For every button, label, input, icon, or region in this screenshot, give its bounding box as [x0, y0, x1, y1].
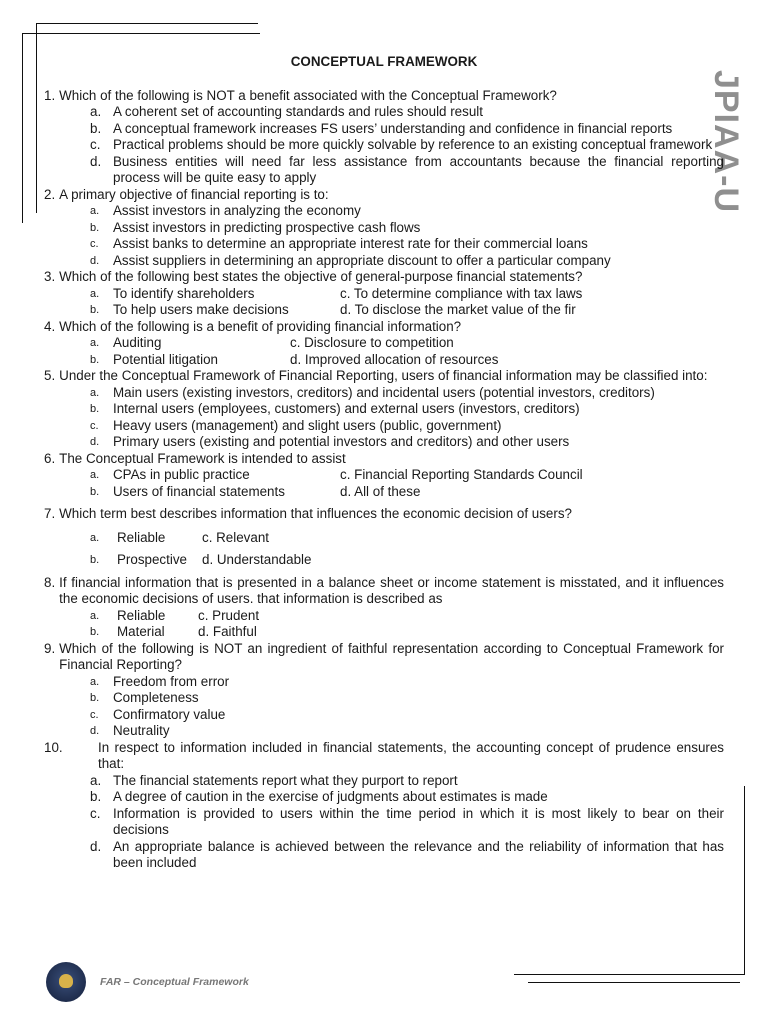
question-text: In respect to information included in financial statements, the accounting concept of prudence ensures that: — [98, 739, 724, 771]
option-text: Potential litigation — [113, 351, 218, 367]
answer-option — [90, 773, 724, 790]
question-list — [44, 88, 724, 872]
answer-option — [90, 839, 724, 872]
question-number: 5. — [44, 368, 56, 383]
option-text: A degree of caution in the exercise of judgments about estimates is made — [113, 789, 548, 804]
option-letter: d. — [90, 838, 102, 854]
option-letter: c. — [90, 238, 99, 250]
option-text: d. To disclose the market value of the fir — [340, 302, 576, 317]
option-letter: b. — [90, 403, 100, 415]
answer-option — [340, 302, 576, 319]
option-letter: b. — [90, 221, 100, 234]
option-row — [90, 608, 724, 625]
answer-option — [90, 203, 724, 220]
option-letter: b. — [90, 485, 100, 498]
answer-option — [198, 608, 259, 625]
frame-line — [36, 23, 258, 24]
answer-option — [340, 286, 582, 303]
question-text: The Conceptual Framework is intended to assist — [59, 450, 346, 466]
option-text: Heavy users (management) and slight users (public, government) — [113, 417, 502, 433]
option-letter: b. — [90, 554, 100, 566]
option-letter: a. — [90, 337, 100, 349]
answer-option — [290, 335, 454, 352]
question-number: 2. — [44, 186, 56, 202]
option-text: c. Disclosure to competition — [290, 335, 454, 350]
question-number: 3. — [44, 269, 56, 284]
option-letter: c. — [90, 419, 99, 432]
side-label: JPIAA-U — [707, 70, 745, 214]
option-letter: b. — [90, 353, 100, 366]
question-item — [44, 319, 724, 369]
question-stem — [44, 575, 724, 608]
question-text: A primary objective of financial reporting is to: — [59, 186, 329, 202]
answer-option — [90, 484, 340, 501]
question-item — [44, 451, 724, 501]
option-list — [90, 385, 724, 451]
answer-option — [90, 789, 724, 806]
option-text: CPAs in public practice — [113, 467, 250, 482]
seal-logo-icon — [46, 962, 86, 1002]
answer-option — [90, 385, 724, 402]
option-list — [90, 203, 724, 269]
answer-option — [90, 806, 724, 839]
option-row — [90, 352, 724, 369]
frame-line — [22, 33, 23, 223]
question-stem — [44, 269, 724, 286]
option-text: Practical problems should be more quickly solvable by reference to an existing conceptual framework — [113, 137, 713, 152]
answer-option — [198, 624, 257, 641]
question-stem — [44, 506, 724, 523]
option-letter: c. — [90, 708, 99, 721]
question-item — [44, 269, 724, 319]
option-row — [90, 335, 724, 352]
question-text: Which of the following is NOT a benefit associated with the Conceptual Framework? — [59, 87, 557, 103]
option-letter: a. — [90, 287, 100, 300]
frame-line — [514, 974, 744, 975]
answer-option — [90, 467, 340, 484]
option-row — [90, 624, 724, 641]
option-text: Users of financial statements — [113, 483, 285, 499]
option-text: Assist banks to determine an appropriate interest rate for their commercial loans — [113, 236, 588, 251]
option-text: An appropriate balance is achieved between the relevance and the reliability of information that has been included — [113, 838, 724, 870]
option-text: c. Prudent — [198, 607, 260, 623]
footer — [46, 962, 249, 1002]
question-item — [44, 641, 724, 740]
answer-option — [90, 286, 340, 303]
option-letter: b. — [90, 789, 102, 804]
question-stem — [44, 451, 724, 468]
option-letter: a. — [90, 772, 102, 788]
question-stem — [44, 187, 724, 204]
option-text: d. Understandable — [202, 552, 312, 567]
answer-option — [90, 302, 340, 319]
answer-option — [90, 434, 724, 451]
option-text: Freedom from error — [113, 673, 230, 689]
option-text: To identify shareholders — [113, 285, 255, 301]
option-text: Auditing — [113, 335, 162, 350]
answer-option — [90, 418, 724, 435]
option-row — [90, 484, 724, 501]
question-stem — [44, 368, 724, 385]
answer-option — [90, 723, 724, 740]
answer-option — [90, 121, 724, 138]
option-text: Neutrality — [113, 723, 170, 738]
answer-option — [90, 552, 202, 569]
question-number: 4. — [44, 318, 56, 334]
question-text: Under the Conceptual Framework of Financial Reporting, users of financial information may be classified into: — [59, 368, 708, 383]
question-item — [44, 88, 724, 187]
answer-option — [90, 624, 198, 641]
option-letter: a. — [90, 205, 100, 217]
option-text: c. To determine compliance with tax laws — [340, 285, 583, 301]
option-letter: b. — [90, 692, 100, 704]
option-text: Assist investors in predicting prospective cash flows — [113, 219, 421, 235]
frame-line — [22, 33, 260, 34]
option-letter: a. — [90, 609, 100, 622]
answer-option — [90, 401, 724, 418]
option-letter: c. — [90, 805, 101, 821]
question-item — [44, 368, 724, 451]
option-row — [90, 302, 724, 319]
footer-text: FAR – Conceptual Framework — [100, 976, 249, 988]
answer-option — [90, 104, 724, 121]
option-letter: d. — [90, 254, 100, 267]
answer-option — [90, 253, 724, 270]
option-letter: a. — [90, 386, 100, 399]
option-letter: c. — [90, 137, 101, 152]
option-text: d. Improved allocation of resources — [290, 351, 499, 367]
option-letter: d. — [90, 725, 100, 737]
option-text: d. Faithful — [198, 624, 257, 639]
frame-line — [744, 786, 745, 975]
option-row — [90, 552, 724, 569]
option-list — [90, 104, 724, 187]
question-text: Which term best describes information that influences the economic decision of users? — [59, 506, 572, 521]
answer-option — [90, 137, 724, 154]
answer-option — [90, 707, 724, 724]
question-number: 6. — [44, 450, 56, 466]
frame-line — [528, 982, 740, 983]
option-text: c. Financial Reporting Standards Council — [340, 467, 583, 482]
question-text: Which of the following is NOT an ingredient of faithful representation according to Conceptual Framework for Financial Reporting? — [59, 640, 724, 672]
question-stem — [44, 319, 724, 336]
answer-option — [90, 352, 290, 369]
option-text: Confirmatory value — [113, 706, 226, 722]
option-row — [90, 467, 724, 484]
option-text: Information is provided to users within the time period in which it is most likely to bear on their decisions — [113, 805, 724, 837]
option-letter: b. — [90, 120, 102, 136]
option-list — [90, 773, 724, 872]
option-text: Completeness — [113, 690, 199, 705]
answer-option — [90, 154, 724, 187]
answer-option — [90, 608, 198, 625]
option-letter: a. — [90, 675, 100, 688]
option-text: Main users (existing investors, creditors) and incidental users (potential investors, creditors) — [113, 384, 655, 400]
option-text: To help users make decisions — [113, 302, 289, 317]
option-letter: a. — [90, 531, 100, 544]
option-text: Reliable — [117, 529, 166, 545]
option-text: A conceptual framework increases FS users’ understanding and confidence in financial reports — [113, 120, 673, 136]
answer-option — [202, 530, 269, 547]
question-item — [44, 187, 724, 270]
question-number: 10. — [44, 739, 63, 755]
question-text: If financial information that is presented in a balance sheet or income statement is misstated, and it influences the economic decisions of users. that information is described as — [59, 574, 724, 606]
answer-option — [90, 674, 724, 691]
option-letter: d. — [90, 153, 102, 169]
option-letter: a. — [90, 104, 102, 119]
answer-option — [340, 484, 420, 501]
frame-line — [36, 23, 37, 213]
option-letter: a. — [90, 469, 100, 481]
option-letter: b. — [90, 626, 100, 638]
option-text: c. Relevant — [202, 529, 269, 545]
answer-option — [90, 690, 724, 707]
option-text: Material — [117, 624, 165, 639]
question-text: Which of the following best states the objective of general-purpose financial statements? — [59, 269, 583, 284]
option-row — [90, 530, 724, 547]
option-text: The financial statements report what they purport to report — [113, 772, 458, 788]
option-text: Assist suppliers in determining an appropriate discount to offer a particular company — [113, 252, 611, 268]
question-text: Which of the following is a benefit of providing financial information? — [59, 318, 462, 334]
question-item — [44, 506, 724, 569]
question-item — [44, 740, 724, 872]
question-number: 7. — [44, 506, 56, 521]
question-number: 1. — [44, 87, 56, 103]
option-letter: b. — [90, 304, 100, 316]
option-text: Prospective — [117, 552, 187, 567]
option-row — [90, 286, 724, 303]
option-text: A coherent set of accounting standards and rules should result — [113, 104, 483, 119]
answer-option — [90, 335, 290, 352]
answer-option — [202, 552, 311, 569]
answer-option — [340, 467, 583, 484]
option-text: Assist investors in analyzing the economy — [113, 203, 361, 218]
option-text: Business entities will need far less assistance from accountants because the financial reporting process will be quite easy to apply — [113, 153, 724, 185]
question-stem — [44, 88, 724, 105]
question-number: 8. — [44, 574, 56, 590]
page-title: CONCEPTUAL FRAMEWORK — [290, 54, 478, 69]
question-stem — [44, 740, 724, 773]
answer-option — [90, 530, 202, 547]
question-number: 9. — [44, 640, 56, 656]
option-text: Internal users (employees, customers) and external users (investors, creditors) — [113, 401, 580, 416]
answer-option — [90, 220, 724, 237]
answer-option — [290, 352, 498, 369]
question-stem — [44, 641, 724, 674]
option-text: Primary users (existing and potential investors and creditors) and other users — [113, 434, 570, 449]
option-list — [90, 674, 724, 740]
question-item — [44, 575, 724, 641]
option-letter: d. — [90, 436, 100, 448]
option-text: Reliable — [117, 607, 166, 623]
option-text: d. All of these — [340, 483, 421, 499]
answer-option — [90, 236, 724, 253]
quiz-content — [44, 54, 724, 872]
